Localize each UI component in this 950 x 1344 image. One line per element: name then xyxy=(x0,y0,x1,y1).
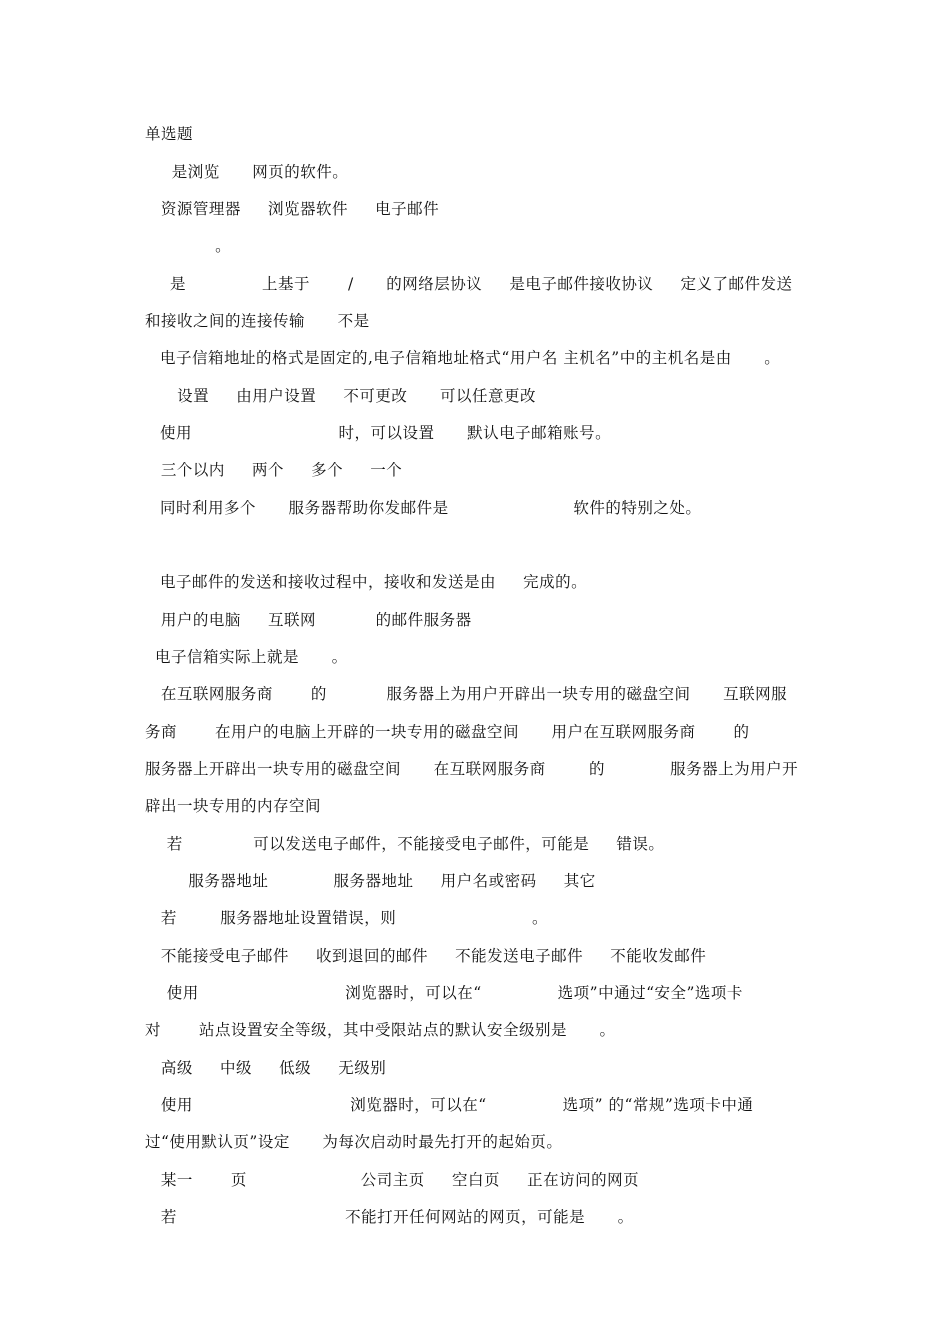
text-line: 服务器地址 服务器地址 用户名或密码 其它 xyxy=(145,872,596,890)
text-line: 若 可以发送电子邮件，不能接受电子邮件，可能是 错误。 xyxy=(145,835,665,853)
text-line: 若 不能打开任何网站的网页，可能是 。 xyxy=(150,1208,634,1226)
section-title: 单选题 xyxy=(145,125,194,143)
text-line: 使用 浏览器时，可以在“ 选项” 的“常规”选项卡中通 xyxy=(150,1096,754,1114)
text-line: 在互联网服务商 的 服务器上为用户开辟出一块专用的磁盘空间 互联网服 xyxy=(150,685,788,703)
text-line: 设置 由用户设置 不可更改 可以任意更改 xyxy=(150,387,536,405)
text-line: 。 xyxy=(150,237,232,255)
text-line: 使用 浏览器时，可以在“ 选项”中通过“安全”选项卡 xyxy=(145,984,743,1002)
text-line: 是 上基于 / 的网络层协议 是电子邮件接收协议 定义了邮件发送 xyxy=(170,275,793,293)
text-line: 使用 时，可以设置 默认电子邮箱账号。 xyxy=(160,424,612,442)
text-line: 不能接受电子邮件 收到退回的邮件 不能发送电子邮件 不能收发邮件 xyxy=(150,947,707,965)
text-line: 电子信箱实际上就是 。 xyxy=(155,648,348,666)
text-line: 某一 页 公司主页 空白页 正在访问的网页 xyxy=(150,1171,640,1189)
text-line: 辟出一块专用的内存空间 xyxy=(145,797,322,815)
text-line: 服务器上开辟出一块专用的磁盘空间 在互联网服务商 的 服务器上为用户开 xyxy=(145,760,799,778)
text-line: 资源管理器 浏览器软件 电子邮件 xyxy=(150,200,440,218)
text-line: 同时利用多个 服务器帮助你发邮件是 软件的特别之处。 xyxy=(160,499,702,517)
text-line: 务商 在用户的电脑上开辟的一块专用的磁盘空间 用户在互联网服务商 的 xyxy=(145,723,750,741)
text-line: 电子信箱地址的格式是固定的,电子信箱地址格式“用户名 主机名”中的主机名是由 。 xyxy=(160,349,781,367)
text-line: 用户的电脑 互联网 的邮件服务器 xyxy=(150,611,472,629)
text-line: 对 站点设置安全等级，其中受限站点的默认安全级别是 。 xyxy=(145,1021,616,1039)
text-line: 是浏览 网页的软件。 xyxy=(150,163,349,181)
text-line: 电子邮件的发送和接收过程中，接收和发送是由 完成的。 xyxy=(160,573,588,591)
text-line: 过“使用默认页”设定 为每次启动时最先打开的起始页。 xyxy=(145,1133,563,1151)
text-line: 三个以内 两个 多个 一个 xyxy=(150,461,403,479)
text-line: 和接收之间的连接传输 不是 xyxy=(145,312,370,330)
text-line: 若 服务器地址设置错误，则 。 xyxy=(150,909,548,927)
text-line: 高级 中级 低级 无级别 xyxy=(150,1059,387,1077)
